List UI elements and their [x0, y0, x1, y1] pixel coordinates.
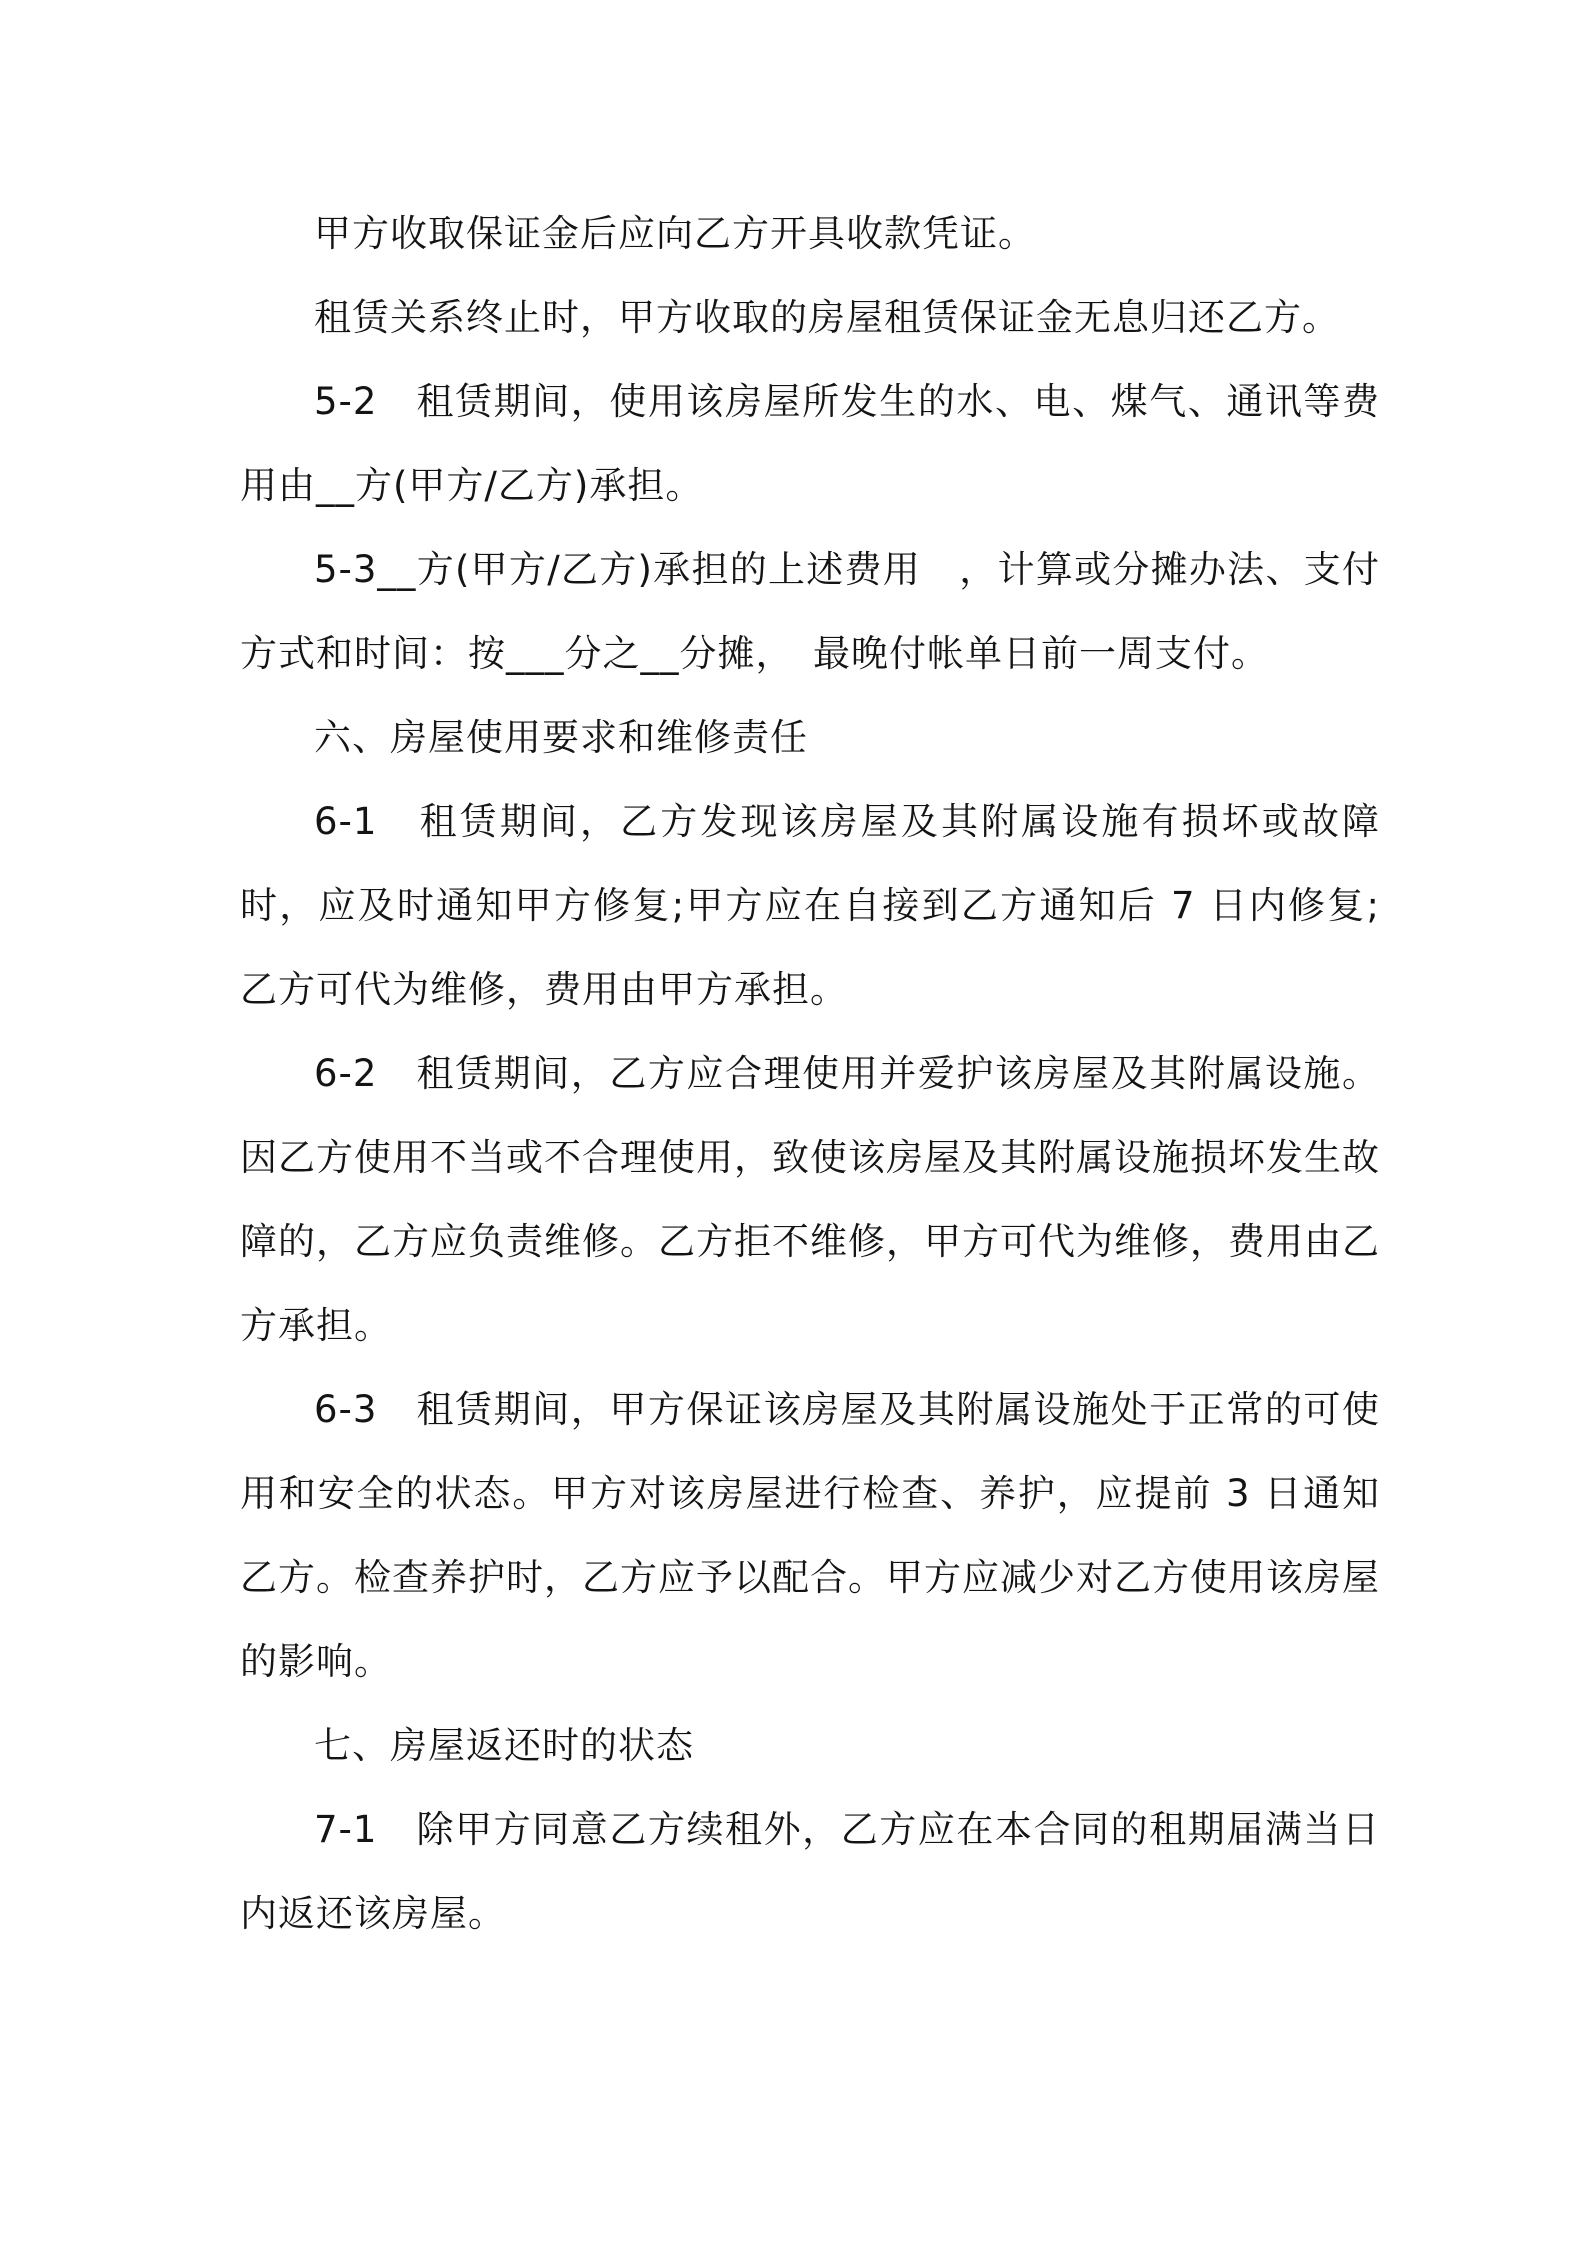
- paragraph-clause-5-3: 5-3__方(甲方/乙方)承担的上述费用 ，计算或分摊办法、支付方式和时间：按___分之__分摊， 最晚付帐单日前一周支付。: [240, 548, 1380, 675]
- section-heading-7: 七、房屋返还时的状态: [314, 1724, 694, 1767]
- paragraph-clause-6-1: 6-1 租赁期间，乙方发现该房屋及其附属设施有损坏或故障时，应及时通知甲方修复;甲方应在自接到乙方通知后 7 日内修复;乙方可代为维修，费用由甲方承担。: [240, 800, 1380, 1011]
- paragraph-clause-5-2: 5-2 租赁期间，使用该房屋所发生的水、电、煤气、通讯等费用由__方(甲方/乙方)承担。: [240, 380, 1380, 507]
- paragraph-deposit-return: 租赁关系终止时，甲方收取的房屋租赁保证金无息归还乙方。: [314, 296, 1340, 339]
- section-heading-6: 六、房屋使用要求和维修责任: [314, 716, 808, 759]
- contract-text-block: [240, 192, 1380, 1956]
- paragraph-clause-6-2: 6-2 租赁期间，乙方应合理使用并爱护该房屋及其附属设施。因乙方使用不当或不合理使用，致使该房屋及其附属设施损坏发生故障的，乙方应负责维修。乙方拒不维修，甲方可代为维修，费用由乙方承担。: [240, 1052, 1380, 1347]
- paragraph-clause-6-3: 6-3 租赁期间，甲方保证该房屋及其附属设施处于正常的可使用和安全的状态。甲方对该房屋进行检查、养护，应提前 3 日通知乙方。检查养护时，乙方应予以配合。甲方应减少对乙方使用该房屋的影响。: [240, 1388, 1380, 1683]
- paragraph-clause-7-1: 7-1 除甲方同意乙方续租外，乙方应在本合同的租期届满当日内返还该房屋。: [240, 1808, 1380, 1935]
- paragraph-deposit-receipt: 甲方收取保证金后应向乙方开具收款凭证。: [314, 212, 1036, 255]
